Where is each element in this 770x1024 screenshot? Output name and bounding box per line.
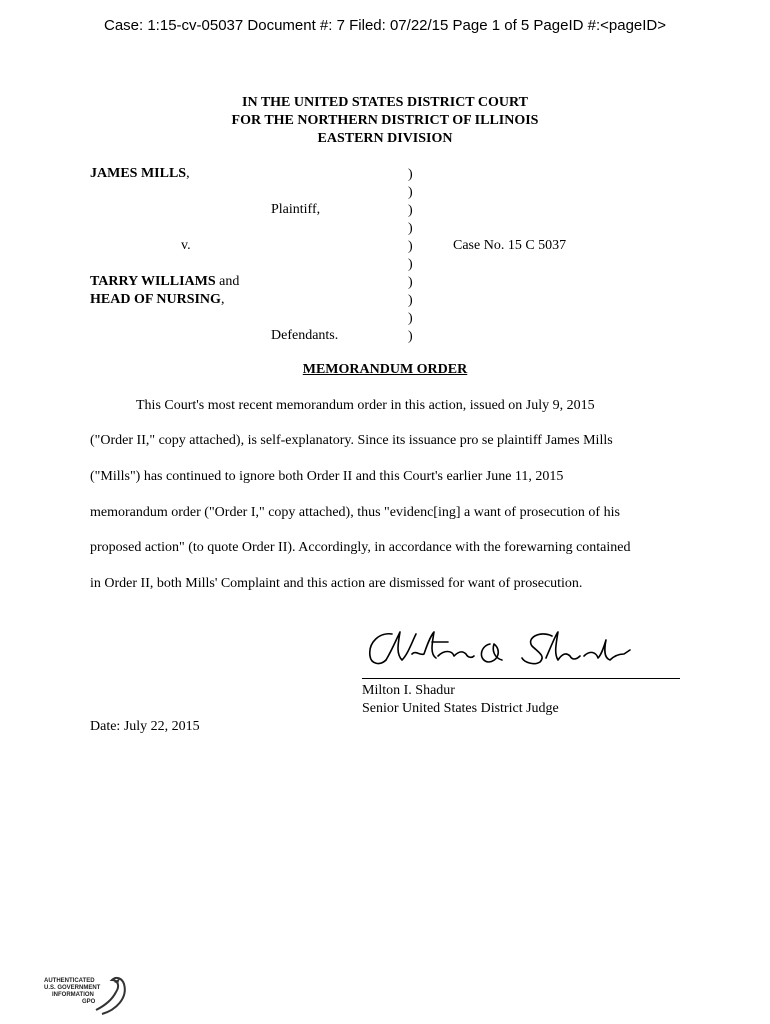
body-line-6: in Order II, both Mills' Complaint and this action are dismissed for want of prosecution. (90, 576, 583, 591)
judge-name: Milton I. Shadur (362, 683, 455, 698)
plaintiff-name: JAMES MILLS (90, 166, 187, 181)
paren: ) (408, 185, 413, 200)
body-line-1: This Court's most recent memorandum order in this action, issued on July 9, 2015 (136, 398, 595, 413)
paren: ) (408, 275, 413, 290)
court-heading (0, 94, 770, 148)
seal-line-4: GPO (82, 999, 96, 1005)
paren: ) (408, 311, 413, 326)
paren: ) (408, 167, 413, 182)
court-line-1: IN THE UNITED STATES DISTRICT COURT (242, 95, 528, 110)
defendant-2-comma: , (220, 292, 225, 307)
body-line-5: proposed action" (to quote Order II). Accordingly, in accordance with the forewarning contained (90, 540, 631, 555)
signature-line (362, 678, 680, 679)
plaintiff-name-line (90, 166, 190, 182)
order-date: Date: July 22, 2015 (90, 719, 200, 734)
document-title: MEMORANDUM ORDER (302, 362, 468, 377)
defendant-2-line (90, 292, 224, 308)
body-line-4: memorandum order ("Order I," copy attached), thus "evidenc[ing] a want of prosecution of his (90, 505, 620, 520)
judge-title: Senior United States District Judge (362, 701, 559, 716)
paren: ) (408, 293, 413, 308)
defendant-1-line (90, 274, 239, 290)
plaintiff-label: Plaintiff, (271, 202, 321, 217)
body-line-3: ("Mills") has continued to ignore both Order II and this Court's earlier June 11, 2015 (90, 469, 564, 484)
caption-parentheses (408, 166, 413, 346)
seal-text (44, 978, 100, 1006)
paren: ) (408, 221, 413, 236)
paren: ) (408, 329, 413, 344)
court-line-2: FOR THE NORTHERN DISTRICT OF ILLINOIS (231, 113, 539, 128)
paren: ) (408, 257, 413, 272)
body-line-2: ("Order II," copy attached), is self-explanatory. Since its issuance pro se plaintiff James Mills (90, 433, 613, 448)
defendant-2-name: HEAD OF NURSING (90, 292, 221, 307)
versus-label: v. (181, 238, 191, 253)
defendant-1-name: TARRY WILLIAMS (90, 274, 216, 289)
handwritten-signature (362, 620, 632, 680)
paren: ) (408, 203, 413, 218)
defendant-and: and (215, 274, 240, 289)
seal-line-3: INFORMATION (52, 992, 94, 998)
case-number: Case No. 15 C 5037 (453, 238, 567, 253)
plaintiff-comma: , (186, 166, 190, 181)
defendants-label: Defendants. (271, 328, 339, 343)
seal-line-1: AUTHENTICATED (44, 978, 95, 984)
page-header: Case: 1:15-cv-05037 Document #: 7 Filed: 07/22/15 Page 1 of 5 PageID #:<pageID> (103, 17, 667, 34)
paren: ) (408, 239, 413, 254)
court-line-3: EASTERN DIVISION (317, 131, 453, 146)
seal-line-2: U.S. GOVERNMENT (44, 985, 101, 991)
